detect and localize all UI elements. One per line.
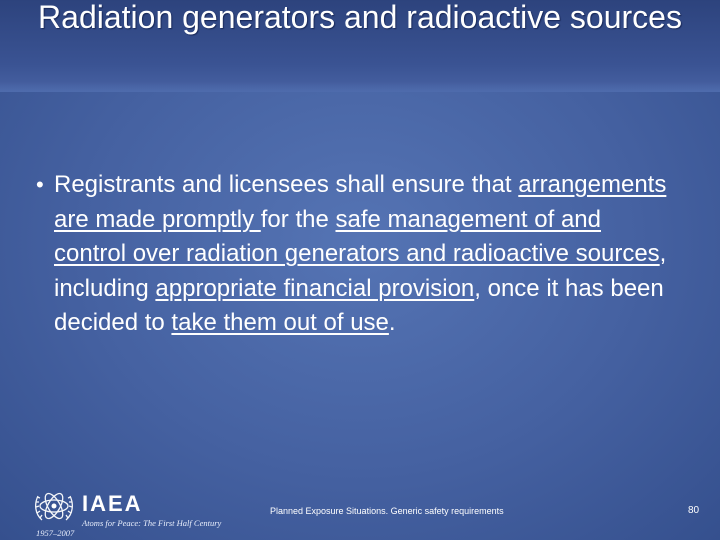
- bullet-segment-underlined: appropriate financial provision: [155, 274, 475, 302]
- bullet-marker: •: [36, 172, 44, 197]
- footer-caption: Planned Exposure Situations. Generic safety requirements: [270, 506, 504, 516]
- bullet-text: [54, 168, 676, 341]
- bullet-segment: for the: [260, 205, 336, 233]
- bullet-item: [36, 168, 676, 341]
- slide-title: Radiation generators and radioactive sources: [38, 0, 682, 35]
- bullet-segment-underlined: take them out of use: [171, 309, 389, 336]
- bullet-segment-underlined: arrangements are made promptly: [54, 171, 667, 233]
- bullet-segment: .: [388, 309, 396, 336]
- logo-text: IAEA: [82, 491, 143, 516]
- logo-tagline: Atoms for Peace: The First Half Century: [82, 518, 222, 528]
- bullet-segment: Registrants and licensees shall ensure that: [54, 171, 519, 198]
- logo-years: 1957–2007: [36, 528, 75, 538]
- bullet-segment: , once it has been decided to: [54, 274, 664, 336]
- bullet-segment-underlined: safe management of and control over radiation generators and radioactive sources: [54, 205, 660, 267]
- bullet-segment: , including: [54, 240, 667, 302]
- page-number: 80: [688, 505, 700, 516]
